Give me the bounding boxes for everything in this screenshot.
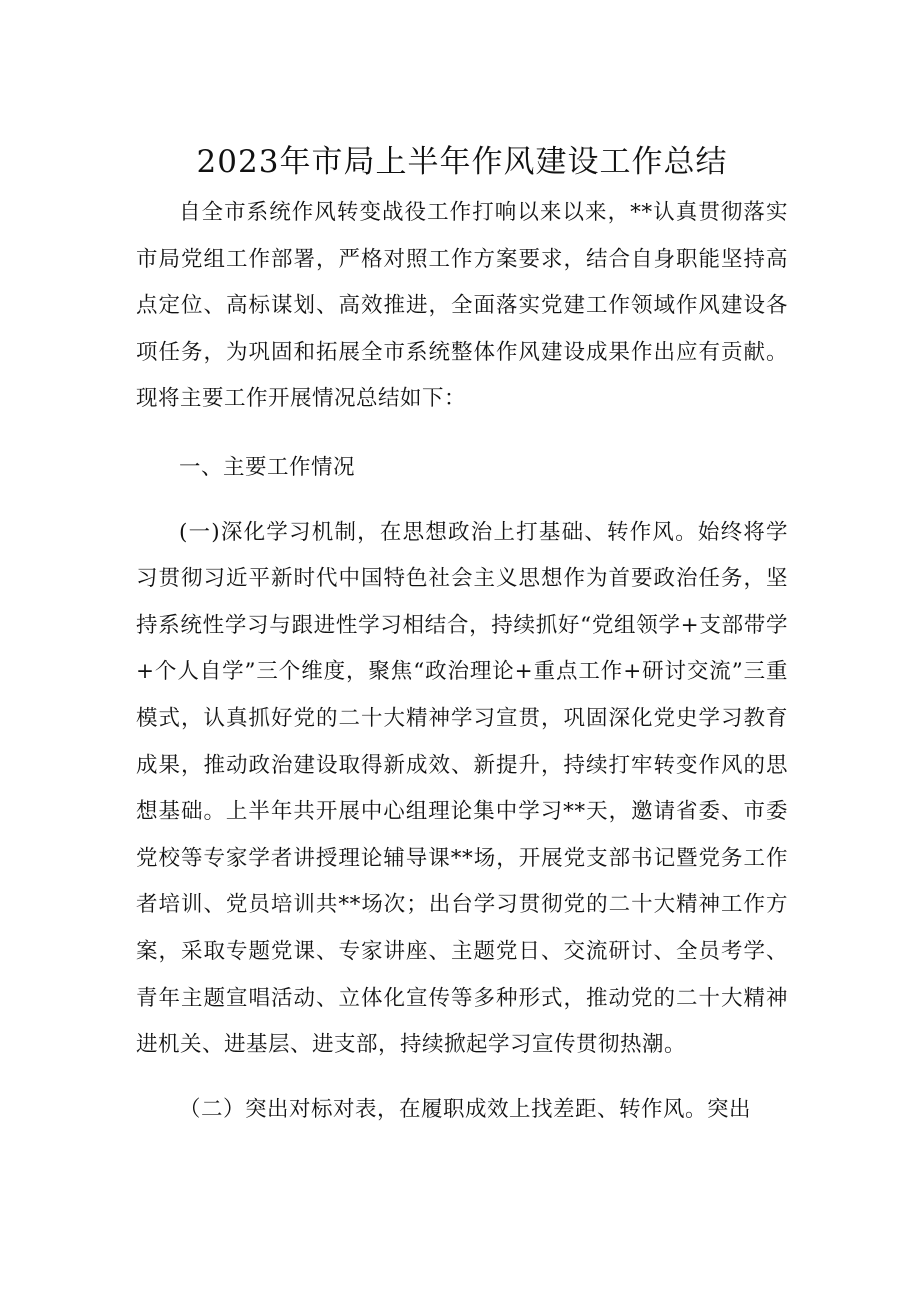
section-2-paragraph: （二）突出对标对表，在履职成效上找差距、转作风。突出	[179, 1096, 752, 1122]
section-1-paragraph: (一)深化学习机制，在思想政治上打基础、转作风。始终将学习贯彻习近平新时代中国特色社会主义思想作为首要政治任务，坚持系统性学习与跟进性学习相结合，持续抓好“党组领学+支部带学+个人自学”三个维度，聚焦“政治理论+重点工作+研讨交流”三重模式，认真抓好党的二十大精神学习宣贯，巩固深化党史学习教育成果，推动政治建设取得新成效、新提升，持续打牢转变作风的思想基础。上半年共开展中心组理论集中学习**天，邀请省委、市委党校等专家学者讲授理论辅导课**场，开展党支部书记暨党务工作者培训、党员培训共**场次；出台学习贯彻党的二十大精神工作方案，采取专题党课、专家讲座、主题党日、交流研讨、全员考学、青年主题宣唱活动、立体化宣传等多种形式，推动党的二十大精神进机关、进基层、进支部，持续掀起学习宣传贯彻热潮。	[136, 519, 788, 1058]
document-title: 2023年市局上半年作风建设工作总结	[196, 144, 728, 180]
section-heading-main-work: 一、主要工作情况	[179, 454, 356, 480]
intro-paragraph: 自全市系统作风转变战役工作打响以来以来，**认真贯彻落实市局党组工作部署，严格对照工作方案要求，结合自身职能坚持高点定位、高标谋划、高效推进，全面落实党建工作领域作风建设各项任务，为巩固和拓展全市系统整体作风建设成果作出应有贡献。现将主要工作开展情况总结如下：	[136, 200, 788, 412]
